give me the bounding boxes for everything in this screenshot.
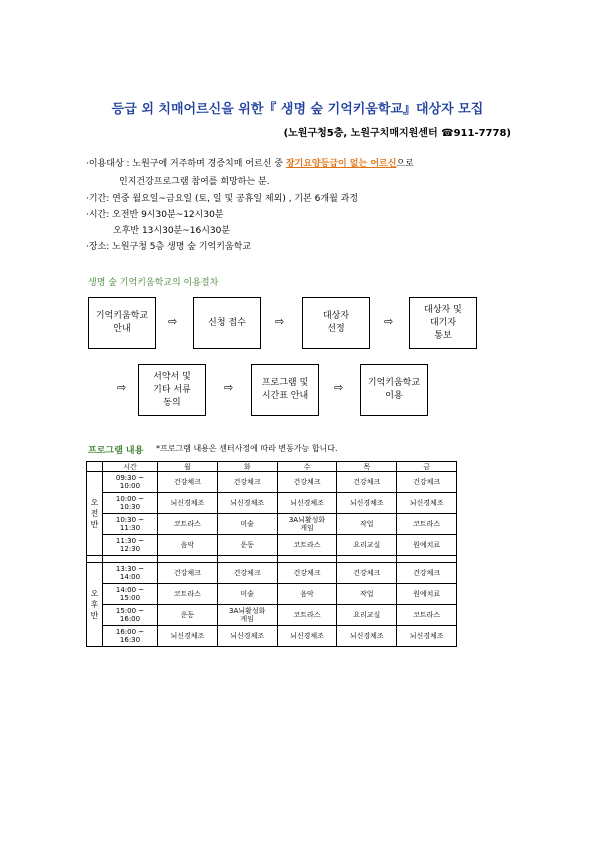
table-row bbox=[87, 556, 457, 563]
activity-cell: 뇌신경체조 bbox=[397, 493, 457, 514]
activity-cell: 건강체크 bbox=[277, 472, 337, 493]
arrow-icon: ⇨ bbox=[275, 315, 285, 328]
table-cell bbox=[87, 556, 103, 563]
info-time-afternoon: 오후반 13시30분~16시30분 bbox=[113, 226, 231, 236]
activity-cell: 작업 bbox=[337, 584, 397, 605]
table-row bbox=[87, 535, 457, 556]
table-header-wed: 수 bbox=[277, 462, 337, 472]
activity-cell: 원예치료 bbox=[397, 535, 457, 556]
table-row bbox=[87, 584, 457, 605]
activity-cell: 운동 bbox=[158, 605, 218, 626]
activity-cell: 뇌신경체조 bbox=[277, 493, 337, 514]
table-header-mon: 월 bbox=[158, 462, 218, 472]
activity-cell: 뇌신경체조 bbox=[158, 626, 218, 647]
info-target-suffix: 으로 bbox=[396, 159, 414, 169]
arrow-icon: ⇨ bbox=[334, 381, 344, 394]
activity-cell: 미술 bbox=[217, 584, 277, 605]
activity-cell: 미술 bbox=[217, 514, 277, 535]
activity-cell: 요리교실 bbox=[337, 605, 397, 626]
table-cell bbox=[337, 556, 397, 563]
table-cell bbox=[217, 556, 277, 563]
time-slot-cell: 14:00 ~ 15:00 bbox=[103, 584, 158, 605]
activity-cell: 건강체크 bbox=[217, 472, 277, 493]
info-target-line2: 인지건강프로그램 참여를 희망하는 분. bbox=[119, 177, 270, 187]
procedure-step-7: 기억키움학교 이용 bbox=[360, 364, 428, 416]
table-cell bbox=[103, 556, 158, 563]
program-schedule-table bbox=[86, 461, 457, 647]
activity-cell: 뇌신경체조 bbox=[158, 493, 218, 514]
info-target-text: ·이용대상 : 노원구에 거주하며 경증치매 어르신 중 bbox=[86, 159, 286, 169]
procedure-step-4: 대상자 및 대기자 통보 bbox=[409, 297, 477, 349]
procedure-title: 생명 숲 기억키움학교의 이용절차 bbox=[88, 278, 219, 288]
time-slot-cell: 11:30 ~ 12:30 bbox=[103, 535, 158, 556]
activity-cell: 뇌신경체조 bbox=[277, 626, 337, 647]
table-header-thu: 목 bbox=[337, 462, 397, 472]
morning-schedule bbox=[87, 472, 457, 556]
activity-cell: 운동 bbox=[217, 535, 277, 556]
page-title: 등급 외 치매어르신을 위한『 생명 숲 기억키움학교』대상자 모집 bbox=[111, 102, 484, 117]
afternoon-label: 오 후 반 bbox=[87, 563, 103, 647]
procedure-step-2: 신청 접수 bbox=[193, 297, 261, 349]
activity-cell: 코트라스 bbox=[277, 605, 337, 626]
table-row bbox=[87, 472, 457, 493]
arrow-icon: ⇨ bbox=[224, 381, 234, 394]
activity-cell: 뇌신경체조 bbox=[217, 626, 277, 647]
activity-cell: 작업 bbox=[337, 514, 397, 535]
table-header-row bbox=[87, 462, 457, 472]
procedure-step-5: 서약서 및 기타 서류 동의 bbox=[138, 364, 206, 416]
time-slot-cell: 13:30 ~ 14:00 bbox=[103, 563, 158, 584]
activity-cell: 건강체크 bbox=[217, 563, 277, 584]
activity-cell: 건강체크 bbox=[397, 563, 457, 584]
program-title: 프로그램 내용 bbox=[88, 446, 144, 456]
activity-cell: 뇌신경체조 bbox=[337, 626, 397, 647]
time-slot-cell: 15:00 ~ 16:00 bbox=[103, 605, 158, 626]
procedure-step-1: 기억키움학교 안내 bbox=[88, 297, 156, 349]
activity-cell: 건강체크 bbox=[277, 563, 337, 584]
procedure-step-6: 프로그램 및 시간표 안내 bbox=[251, 364, 319, 416]
activity-cell: 요리교실 bbox=[337, 535, 397, 556]
activity-cell: 코트라스 bbox=[158, 584, 218, 605]
schedule-gap bbox=[87, 556, 457, 563]
time-slot-cell: 10:30 ~ 11:30 bbox=[103, 514, 158, 535]
info-target bbox=[86, 158, 414, 170]
activity-cell: 뇌신경체조 bbox=[217, 493, 277, 514]
time-slot-cell: 10:00 ~ 10:30 bbox=[103, 493, 158, 514]
morning-label: 오 전 반 bbox=[87, 472, 103, 556]
info-period: ·기간: 연중 월요일~금요일 (토, 일 및 공휴일 제외) , 기본 6개월 과정 bbox=[86, 194, 359, 204]
table-row bbox=[87, 493, 457, 514]
arrow-icon: ⇨ bbox=[384, 315, 394, 328]
activity-cell: 건강체크 bbox=[158, 472, 218, 493]
table-header-tue: 화 bbox=[217, 462, 277, 472]
time-slot-cell: 09:30 ~ 10:00 bbox=[103, 472, 158, 493]
time-slot-cell: 16:00 ~ 16:30 bbox=[103, 626, 158, 647]
contact-info: (노원구청5층, 노원구치매지원센터 ☎911-7778) bbox=[283, 128, 511, 139]
table-row bbox=[87, 605, 457, 626]
table-header-fri: 금 bbox=[397, 462, 457, 472]
info-place: ·장소: 노원구청 5층 생명 숲 기억키움학교 bbox=[86, 242, 252, 252]
activity-cell: 음악 bbox=[277, 584, 337, 605]
activity-cell: 코트라스 bbox=[277, 535, 337, 556]
activity-cell: 3A뇌활성화 게임 bbox=[217, 605, 277, 626]
activity-cell: 코트라스 bbox=[397, 514, 457, 535]
table-cell bbox=[397, 556, 457, 563]
program-note: *프로그램 내용은 센터사정에 따라 변동가능 합니다. bbox=[156, 444, 338, 453]
activity-cell: 3A뇌활성화 게임 bbox=[277, 514, 337, 535]
table-header-time: 시간 bbox=[103, 462, 158, 472]
table-row bbox=[87, 514, 457, 535]
table-cell bbox=[158, 556, 218, 563]
info-time-morning: ·시간: 오전반 9시30분~12시30분 bbox=[86, 210, 224, 220]
activity-cell: 코트라스 bbox=[397, 605, 457, 626]
procedure-step-3: 대상자 선정 bbox=[302, 297, 370, 349]
activity-cell: 건강체크 bbox=[337, 472, 397, 493]
activity-cell: 건강체크 bbox=[397, 472, 457, 493]
arrow-icon: ⇨ bbox=[117, 381, 127, 394]
activity-cell: 건강체크 bbox=[158, 563, 218, 584]
table-cell bbox=[277, 556, 337, 563]
arrow-icon: ⇨ bbox=[168, 315, 178, 328]
activity-cell: 뇌신경체조 bbox=[337, 493, 397, 514]
activity-cell: 코트라스 bbox=[158, 514, 218, 535]
afternoon-schedule bbox=[87, 563, 457, 647]
info-target-highlight: 장기요양등급이 없는 어르신 bbox=[285, 159, 397, 169]
table-header-blank bbox=[87, 462, 103, 472]
activity-cell: 원예치료 bbox=[397, 584, 457, 605]
activity-cell: 건강체크 bbox=[337, 563, 397, 584]
activity-cell: 음악 bbox=[158, 535, 218, 556]
table-row bbox=[87, 563, 457, 584]
activity-cell: 뇌신경체조 bbox=[397, 626, 457, 647]
table-row bbox=[87, 626, 457, 647]
